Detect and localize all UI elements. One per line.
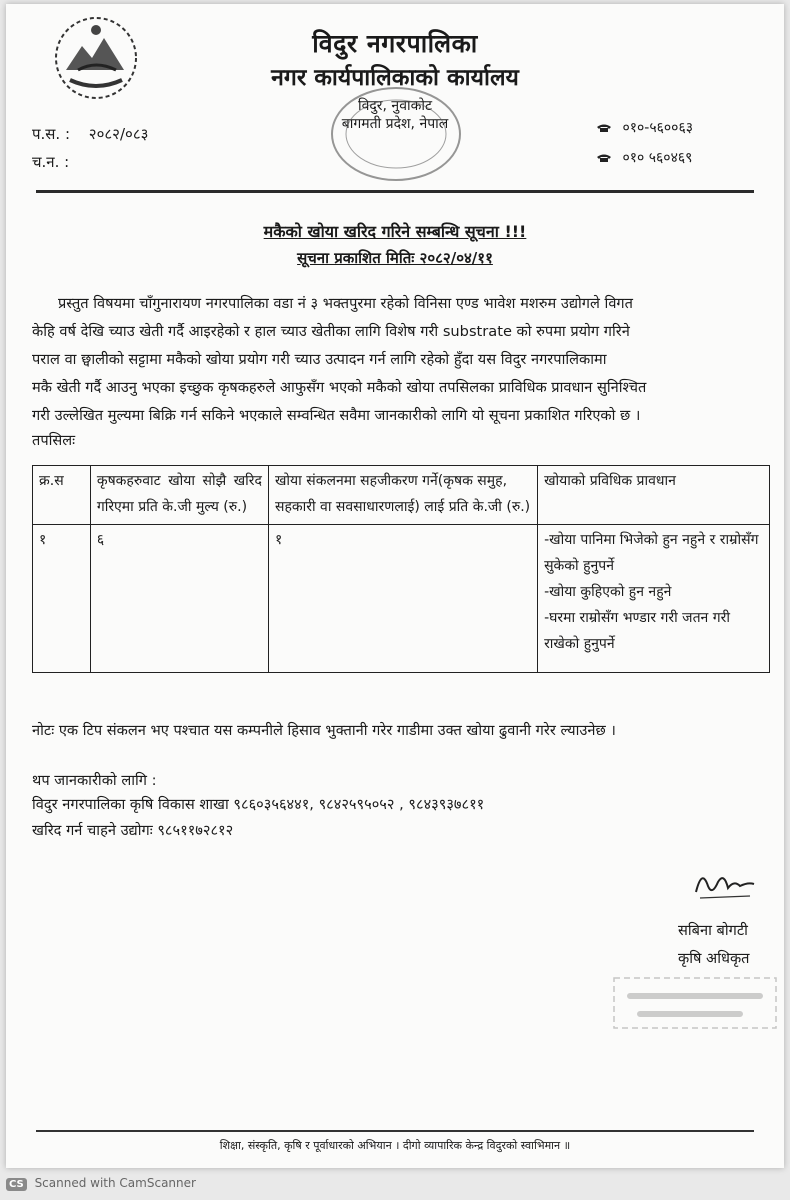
header-provisions: खोयाको प्रविधिक प्रावधान <box>538 466 770 525</box>
body-line: मकै खेती गर्दै आउनु भएका इच्छुक कृषकहरुले आफुसँग भएको मकैको खोया तपसिलका प्राविधिक प्रावधान सुनिश्चित <box>32 379 647 396</box>
scanner-label: Scanned with CamScanner <box>34 1176 196 1190</box>
office-stamp <box>326 82 466 186</box>
telephone-icon <box>596 123 612 133</box>
published-date: सूचना प्रकाशित मितिः २०८२/०४/११ <box>297 249 493 267</box>
camscanner-icon: CS <box>6 1178 27 1191</box>
address-line-2: बागमती प्रदेश, नेपाल <box>341 116 449 132</box>
ps-value: २०८२/०८३ <box>88 125 149 143</box>
office-name: नगर कार्यपालिकाको कार्यालय <box>271 65 519 91</box>
notice-page <box>6 4 784 1168</box>
provision-item: -खोया पानिमा भिजेको हुन नहुने र राम्रोसँग सुकेको हुनुपर्ने <box>544 532 759 574</box>
phone-2-number: ०१० ५६०४६९ <box>622 150 693 166</box>
table-row <box>33 525 770 673</box>
note: नोटः एक टिप संकलन भए पश्चात यस कम्पनीले हिसाव भुक्तानी गरेर गाडीमा उक्त खोया ढुवानी गरेर ल्याउनेछ । <box>32 722 616 739</box>
provision-item: -घरमा राम्रोसँग भण्डार गरी जतन गरी राखेको हुनुपर्ने <box>544 610 730 652</box>
signatory-title: कृषि अधिकृत <box>678 950 750 967</box>
body-line: केहि वर्ष देखि च्याउ खेती गर्दै आइरहेको र हाल च्याउ खेतीका लागि विशेष गरी substrate को रुपमा प्रयोग गरिने <box>32 323 630 340</box>
address-line-1: विदुर, नुवाकोट <box>357 98 433 114</box>
notice-body <box>32 290 760 430</box>
buyer-contact: खरिद गर्न चाहने उद्योगः ९८५११७२८१२ <box>32 822 234 839</box>
phone-2 <box>596 148 692 167</box>
reference-number <box>32 124 148 144</box>
price-table <box>32 465 770 673</box>
contact-numbers: विदुर नगरपालिका कृषि विकास शाखा ९८६०३५६४४१, ९८४२५९५०५२ , ९८४३९३७८११ <box>32 796 485 813</box>
cell-provisions <box>538 525 770 673</box>
signature <box>690 862 760 904</box>
ps-label: प.स. : <box>32 125 71 143</box>
officer-stamp <box>610 974 780 1032</box>
notice-subject: मकैको खोया खरिद गरिने सम्बन्धि सूचना !!! <box>263 222 527 241</box>
header-facilitation-price: खोया संकलनमा सहजीकरण गर्ने(कृषक समुह, सहकारी वा सवसाधारणलाई) लाई प्रति के.जी (रु.) <box>268 466 537 525</box>
phone-1 <box>596 118 693 137</box>
signatory-name: सबिना बोगटी <box>678 922 748 939</box>
table-header-row <box>33 466 770 525</box>
cell-sn: १ <box>33 525 91 673</box>
more-info-label: थप जानकारीको लागि : <box>32 772 157 789</box>
body-line: गरी उल्लेखित मुल्यमा बिक्रि गर्न सकिने भएकाले सम्वन्धित सवैमा जानकारीको लागि यो सूचना प्रकाशित गरिएको छ । <box>32 407 641 424</box>
header-divider <box>36 190 754 193</box>
body-line: प्रस्तुत विषयमा चाँगुनारायण नगरपालिका वडा नं ३ भक्तपुरमा रहेको विनिसा एण्ड भावेश मशरुम उद्योगले विगत <box>58 295 633 312</box>
phone-1-number: ०१०-५६००६३ <box>622 120 694 136</box>
footer-divider <box>36 1130 754 1132</box>
header-sn: क्र.स <box>33 466 91 525</box>
telephone-icon <box>596 153 612 163</box>
footer-slogan: शिक्षा, संस्कृति, कृषि र पूर्वाधारको अभियान । दीगो व्यापारिक केन्द्र विदुरको स्वाभिमान ॥ <box>219 1139 571 1152</box>
details-label: तपसिलः <box>32 432 76 449</box>
dispatch-number <box>32 152 84 172</box>
cell-facilitation-price: १ <box>268 525 537 673</box>
body-line: पराल वा छ्वालीको सट्टामा मकैको खोया प्रयोग गरी च्याउ उत्पादन गर्न लागि रहेको हुँदा यस विदुर नगरपालिकामा <box>32 351 607 368</box>
municipality-name: विदुर नगरपालिका <box>312 29 478 58</box>
cn-label: च.न. : <box>32 153 70 171</box>
scanner-watermark <box>6 1176 196 1191</box>
provision-item: -खोया कुहिएको हुन नहुने <box>544 584 672 600</box>
cell-direct-price: ६ <box>90 525 268 673</box>
header-direct-price: कृषकहरुवाट खोया सोझै खरिद गरिएमा प्रति के.जी मुल्य (रु.) <box>90 466 268 525</box>
